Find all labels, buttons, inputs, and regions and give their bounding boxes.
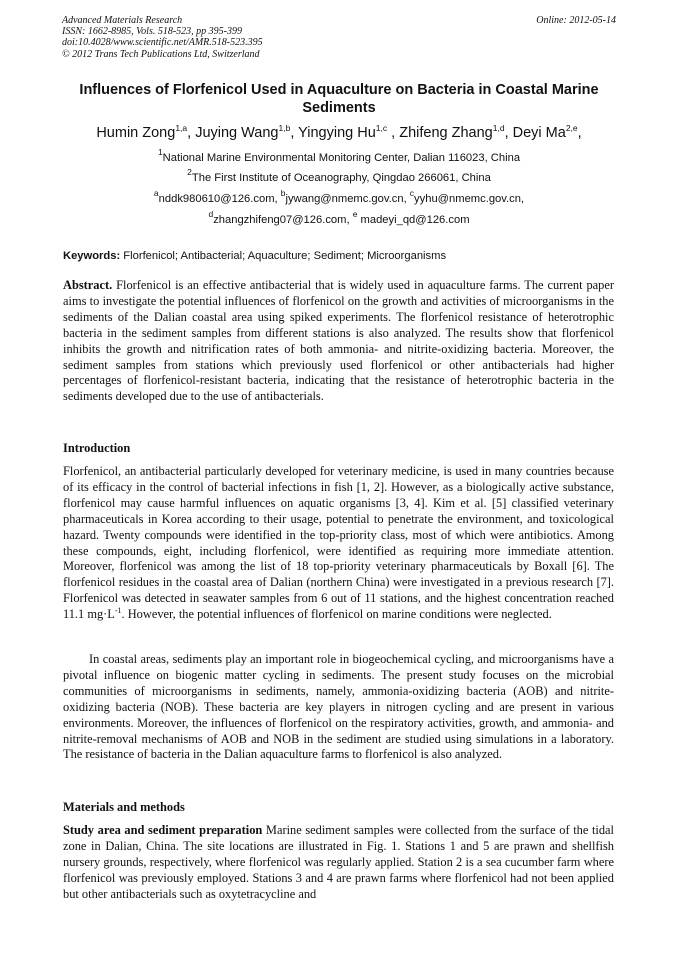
- doi-line: doi:10.4028/www.scientific.net/AMR.518-523.395: [62, 37, 263, 49]
- online-date: Online: 2012-05-14: [536, 15, 616, 26]
- abstract-text: Florfenicol is an effective antibacterial that is widely used in aquaculture farms. The current paper aims to investigate the potential influences of florfenicol on the growth and activities of microorganisms in the sediments of the Dalian coastal area using spiked experiments. The florfenicol resistance of heterotrophic bacteria in the sediment samples from different stations is also analyzed. The results show that florfenicol inhibits the growth and nitrification rates of both ammonia- and nitrite-oxidizing bacteria. Moreover, the sediment samples from stations which previously used florfenicol or other antibacterials had higher percentages of florfenicol-resistant bacteria, indicating that the resistance of heterotrophic bacteria in the sediments developed due to the use of antibacterials.: [63, 278, 614, 404]
- email-address: nddk980610@126.com,: [158, 193, 281, 205]
- affiliation-text: The First Institute of Oceanography, Qingdao 266061, China: [191, 172, 491, 184]
- affiliation-mark: 2: [187, 167, 192, 177]
- section-heading-methods: Materials and methods: [63, 800, 185, 814]
- email-mark: c: [409, 188, 415, 198]
- author-name: Deyi Ma: [512, 125, 566, 141]
- keywords-text: Florfenicol; Antibacterial; Aquaculture; Sediment; Microorganisms: [120, 250, 447, 262]
- author-separator: ,: [387, 125, 400, 141]
- author-affiliation-mark: 1,a: [175, 123, 188, 133]
- author-name: Zhifeng Zhang: [399, 125, 493, 141]
- issn-line: ISSN: 1662-8985, Vols. 518-523, pp 395-399: [62, 26, 242, 38]
- author-separator: ,: [577, 125, 582, 141]
- email-mark: b: [280, 188, 286, 198]
- email-line-2: [62, 209, 616, 227]
- abstract-label: Abstract.: [63, 278, 113, 292]
- affiliation-mark: 1: [157, 147, 163, 157]
- affiliation-1: [62, 147, 616, 165]
- email-mark: d: [208, 209, 214, 219]
- subsection-label: Study area and sediment preparation: [63, 823, 263, 837]
- author-separator: ,: [290, 125, 299, 141]
- paragraph-text: Marine sediment samples were collected from the surface of the tidal zone in Dalian, China. The site locations are illustrated in Fig. 1. Stations 1 and 5 are prawn and shellfish nursery grounds, respectively, where florfenicol was regularly applied. Station 2 is a sea cucumber farm where florfenicol was previously employed. Stations 3 and 4 are prawn farms where florfenicol had not been applied but other antibacterials such as oxytetracycline and: [63, 823, 615, 901]
- unit-exponent: -1: [114, 606, 122, 616]
- email-address: jywang@nmemc.gov.cn,: [285, 193, 410, 205]
- paper-title: Influences of Florfenicol Used in Aquaculture on Bacteria in Coastal Marine Sediments: [79, 82, 599, 116]
- author-list: [40, 124, 638, 142]
- email-address: madeyi_qd@126.com: [357, 214, 470, 226]
- paragraph-text: . However, the potential influences of florfenicol on marine conditions were neglected.: [121, 607, 552, 622]
- author-affiliation-mark: 1,d: [492, 123, 505, 133]
- section-heading-introduction: Introduction: [63, 441, 131, 455]
- email-address: zhangzhifeng07@126.com,: [213, 214, 353, 226]
- author-affiliation-mark: 1,b: [278, 123, 291, 133]
- running-header: [62, 15, 616, 60]
- author-name: Juying Wang: [195, 125, 279, 141]
- paragraph-text: Florfenicol, an antibacterial particularly developed for veterinary medicine, is used in many countries because of its efficacy in the control of bacterial infections in fish [1, 2]. However, as a biologically active substance, florfenicol may cause harmful influences on aquatic organisms [3, 4]. Kim et al. [5] classified veterinary pharmaceuticals in Korea according to their usage, potential to penetrate the environment, and toxicological hazard. Twenty compounds were identified in the top-priority class, most of which were antibiotics. Among these compounds, eight, including florfenicol, were identified as requiring more immediate attention. Moreover, florfenicol was among the list of 18 top-priority veterinary pharmaceuticals by Boxall [6]. The florfenicol residues in the coastal area of Dalian (northern China) were investigated in a previous research [7]. Florfenicol was detected in seawater samples from 6 out of 11 stations, and the highest concentration reached 11.1 mg·L: [63, 464, 614, 622]
- email-mark: e: [352, 209, 358, 219]
- email-mark: a: [153, 188, 159, 198]
- email-address: yyhu@nmemc.gov.cn,: [414, 193, 525, 205]
- email-line-1: [62, 188, 616, 206]
- keywords: [63, 249, 617, 263]
- author-separator: ,: [504, 125, 513, 141]
- abstract: [63, 278, 614, 405]
- author-affiliation-mark: 2,e: [565, 123, 578, 133]
- author-name: Humin Zong: [96, 125, 176, 141]
- affiliation-text: National Marine Environmental Monitoring Center, Dalian 116023, China: [162, 152, 521, 164]
- copyright-line: © 2012 Trans Tech Publications Ltd, Switzerland: [62, 48, 260, 60]
- introduction-paragraph-1: [63, 464, 614, 623]
- methods-paragraph-1: [63, 823, 614, 903]
- journal-name: Advanced Materials Research: [62, 15, 183, 26]
- introduction-paragraph-2: In coastal areas, sediments play an important role in biogeochemical cycling, and microorganisms have a pivotal influence on biogenic matter cycling in sediments. The present study focuses on the microbial communities of microorganisms in sediments, namely, ammonia-oxidizing bacteria (AOB) and nitrite-oxidizing bacteria (NOB). These bacteria are key players in nitrogen cycling and are present in various environments. Moreover, the influences of florfenicol on the respiratory activities, growth, and ammonia- and nitrite-removal mechanisms of AOB and NOB in the sediment are studied using simulations in a laboratory. The resistance of bacteria in the Dalian aquaculture farms to florfenicol is also analyzed.: [63, 652, 614, 762]
- affiliation-2: [62, 167, 616, 185]
- author-affiliation-mark: 1,c: [375, 123, 388, 133]
- author-separator: ,: [187, 125, 196, 141]
- keywords-label: Keywords:: [63, 250, 121, 262]
- author-name: Yingying Hu: [298, 125, 376, 141]
